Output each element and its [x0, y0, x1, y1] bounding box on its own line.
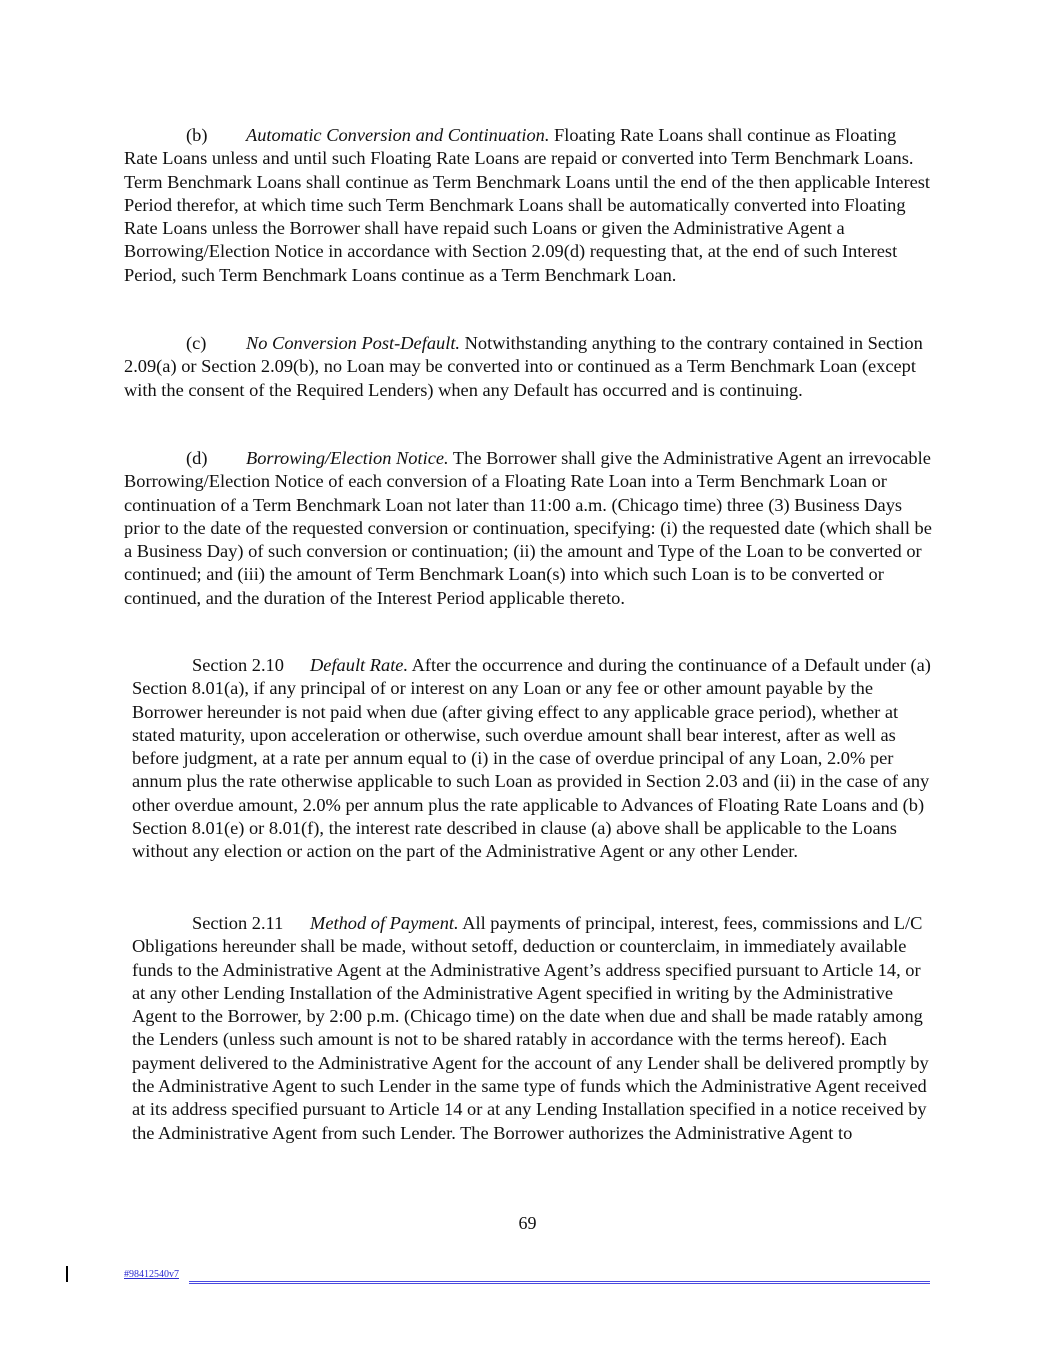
document-id: #98412540v7 — [124, 1269, 179, 1280]
section-2-11 — [132, 912, 932, 1145]
paragraph-d-number: (d) — [186, 448, 208, 468]
section-2-10-heading: Default Rate. — [310, 655, 409, 675]
paragraph-b-number: (b) — [186, 125, 208, 145]
paragraph-c-heading: No Conversion Post-Default. — [246, 333, 461, 353]
section-2-10 — [132, 654, 932, 864]
section-2-10-body: After the occurrence and during the continuance of a Default under (a) Section 8.01(a), if any principal of or interest on any Loan or any fee or other amount payable by the Borrower hereunder is not paid when due (after giving effect to any applicable grace period), whether at stated maturity, upon acceleration or otherwise, such overdue amount shall bear interest, after as well as before judgment, at a rate per annum equal to (i) in the case of overdue principal of any Loan, 2.0% per annum plus the rate otherwise applicable to such Loan as provided in Section 2.03 and (ii) in the case of any other overdue amount, 2.0% per annum plus the rate applicable to Advances of Floating Rate Loans and (b) Section 8.01(e) or 8.01(f), the interest rate described in clause (a) above shall be applicable to the Loans without any election or action on the part of the Administrative Agent or any other Lender. — [132, 655, 931, 862]
revision-change-bar — [66, 1266, 68, 1282]
page-number: 69 — [518, 1213, 537, 1233]
section-2-11-heading: Method of Payment. — [310, 913, 459, 933]
paragraph-b — [124, 124, 932, 287]
paragraph-b-heading: Automatic Conversion and Continuation. — [246, 125, 550, 145]
paragraph-c-body: Notwithstanding anything to the contrary contained in Section 2.09(a) or Section 2.09(b), no Loan may be converted into or continued as a Term Benchmark Loan (except with the consent of the Required Lenders) when any Default has occurred and is continuing. — [124, 333, 923, 400]
paragraph-c-number: (c) — [186, 333, 207, 353]
paragraph-d-body: The Borrower shall give the Administrative Agent an irrevocable Borrowing/Election Notice of each conversion of a Floating Rate Loan into a Term Benchmark Loan or continuation of a Term Benchmark Loan not later than 11:00 a.m. (Chicago time) three (3) Business Days prior to the date of the requested conversion or continuation, specifying: (i) the requested date (which shall be a Business Day) of such conversion or continuation; (ii) the amount and Type of the Loan to be converted or continued; and (iii) the amount of Term Benchmark Loan(s) into which such Loan is to be converted or continued, and the duration of the Interest Period applicable thereto. — [124, 448, 932, 608]
paragraph-c — [124, 332, 932, 402]
paragraph-b-body: Floating Rate Loans shall continue as Floating Rate Loans unless and until such Floating Rate Loans are repaid or converted into Term Benchmark Loans. Term Benchmark Loans shall continue as Term Benchmark Loans until the end of the then applicable Interest Period therefor, at which time such Term Benchmark Loans shall be automatically converted into Floating Rate Loans unless the Borrower shall have repaid such Loans or given the Administrative Agent a Borrowing/Election Notice in accordance with Section 2.09(d) requesting that, at the end of such Interest Period, such Term Benchmark Loans continue as a Term Benchmark Loan. — [124, 125, 931, 285]
section-2-10-number: Section 2.10 — [192, 655, 284, 675]
footer-rule — [189, 1281, 930, 1284]
paragraph-d-heading: Borrowing/Election Notice. — [246, 448, 449, 468]
section-2-11-number: Section 2.11 — [192, 913, 284, 933]
section-2-11-body: All payments of principal, interest, fees, commissions and L/C Obligations hereunder shall be made, without setoff, deduction or counterclaim, in immediately available funds to the Administrative Agent at the Administrative Agent’s address specified pursuant to Article 14, or at any other Lending Installation of the Administrative Agent specified in writing by the Administrative Agent to the Borrower, by 2:00 p.m. (Chicago time) on the date when due and shall be made ratably among the Lenders (unless such amount is not to be shared ratably in accordance with the terms hereof). Each payment delivered to the Administrative Agent for the account of any Lender shall be delivered promptly by the Administrative Agent to such Lender in the same type of funds which the Administrative Agent received at its address specified pursuant to Article 14 or at any Lending Installation specified in a notice received by the Administrative Agent from such Lender. The Borrower authorizes the Administrative Agent to — [132, 913, 929, 1143]
paragraph-d — [124, 447, 932, 610]
